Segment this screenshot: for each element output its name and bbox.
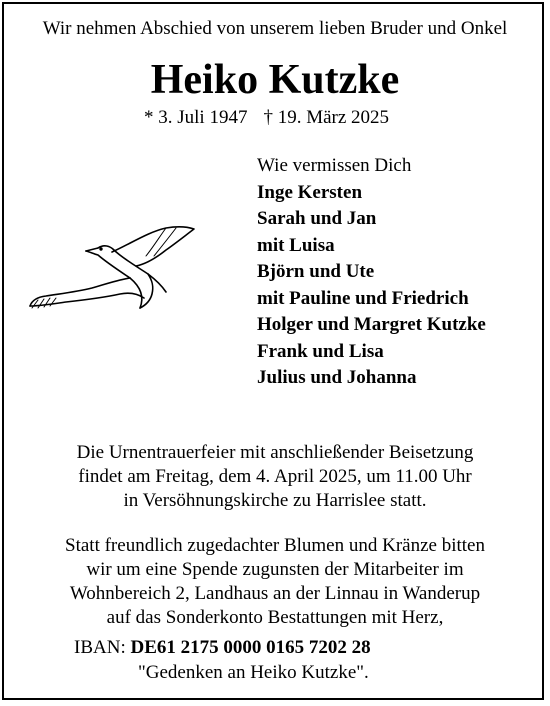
mourner-name: Sarah und Jan [257,208,377,229]
birth-date: * 3. Juli 1947 [144,107,248,128]
ceremony-info [0,441,550,513]
mourner-name: mit Luisa [257,234,335,256]
mourner-name: Holger und Margret Kutzke [257,314,486,335]
donation-line: Statt freundlich zugedachter Blumen und Kränze bitten [65,535,485,556]
iban-label: IBAN: [74,637,126,658]
donation-line: Wohnbereich 2, Landhaus an der Linnau in Wanderup [69,583,481,604]
donation-line: wir um eine Spende zugunsten der Mitarbeiter im [86,559,464,580]
ceremony-line: Die Urnentrauerfeier mit anschließender Beisetzung [76,442,474,463]
deceased-name: Heiko Kutzke [150,57,400,103]
death-date: † 19. März 2025 [263,107,390,128]
donation-info [0,534,550,630]
donation-reference: "Gedenken an Heiko Kutzke". [138,662,369,683]
mourners-lead: Wie vermissen Dich [257,155,412,176]
intro-text: Wir nehmen Abschied von unserem lieben Bruder und Onkel [42,18,508,39]
mourner-name: mit Pauline und Friedrich [257,287,469,309]
ceremony-line: in Versöhnungskirche zu Harrislee statt. [123,490,427,511]
iban-number: DE61 2175 0000 0165 7202 28 [130,637,371,658]
seagull-icon [26,222,231,322]
iban-line [74,636,371,660]
donation-line: auf das Sonderkonto Bestattungen mit Herz, [106,607,444,628]
mourner-name: Julius und Johanna [257,367,417,388]
mourner-name: Frank und Lisa [257,340,384,362]
mourners-list [257,153,486,392]
mourner-name: Björn und Ute [257,261,375,282]
ceremony-line: findet am Freitag, dem 4. April 2025, um 11.00 Uhr [78,466,472,487]
mourner-name: Inge Kersten [257,181,363,203]
life-dates [144,106,389,130]
